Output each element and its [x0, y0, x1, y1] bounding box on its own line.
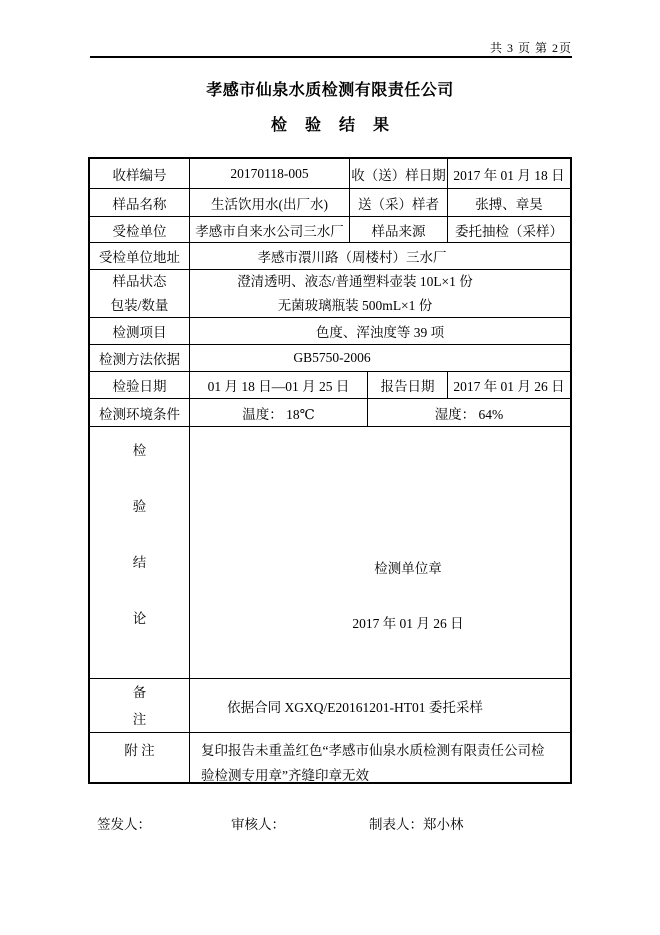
sample-no-label: 收样编号	[112, 167, 167, 183]
conclusion-char-3: 结	[132, 554, 147, 570]
sample-name-label: 样品名称	[112, 196, 167, 212]
inspection-date-label: 检验日期	[112, 379, 167, 394]
test-items-value: 色度、浑浊度等 39 项	[189, 318, 570, 344]
sample-state-label-line2: 包装/数量	[110, 297, 169, 313]
method-basis-label: 检测方法依据	[99, 352, 180, 367]
result-table	[88, 157, 572, 784]
method-basis-text: GB5750-2006	[293, 350, 371, 365]
table-row-inspection-date	[90, 371, 570, 398]
test-items-label: 检测项目	[112, 325, 167, 340]
preparer-name: 郑小林	[423, 817, 464, 832]
receive-date-label: 收（送）样日期	[349, 159, 447, 188]
preparer-label: 制表人：	[369, 817, 423, 832]
inspected-unit-label: 受检单位	[112, 223, 167, 239]
report-date-value: 2017 年 01 月 26 日	[447, 372, 570, 398]
inspection-date-value: 01 月 18 日—01 月 25 日	[189, 372, 367, 398]
inspected-unit-value: 孝感市自来水公司三水厂	[189, 217, 349, 242]
issuer-label: 签发人：	[97, 817, 151, 832]
table-row-environment	[90, 398, 570, 426]
sample-source-label: 样品来源	[349, 217, 447, 242]
sample-state-label	[90, 270, 189, 317]
sample-state-value-line1: 澄清透明、液态/普通塑料壶装 10L×1 份	[237, 273, 473, 289]
unit-address-value	[189, 243, 570, 269]
remark-label	[90, 679, 189, 732]
temperature-value: 温度： 18℃	[189, 399, 367, 426]
note-value: 复印报告未重盖红色“孝感市仙泉水质检测有限责任公司检验检测专用章”齐缝印章无效	[189, 733, 570, 782]
sample-state-value-line2: 无菌玻璃瓶装 500mL×1 份	[277, 297, 433, 313]
signature-row	[97, 813, 464, 833]
report-title: 检验结果	[270, 117, 407, 134]
preparer-field	[369, 813, 464, 833]
header-divider	[90, 56, 572, 58]
sample-state-label-line1: 样品状态	[112, 273, 167, 289]
stamp-placeholder-text: 检测单位章	[374, 561, 442, 576]
table-row-unit-address	[90, 242, 570, 269]
sample-no-value: 20170118-005	[189, 159, 349, 188]
table-row-sample-name	[90, 188, 570, 216]
conclusion-body	[189, 427, 570, 678]
method-basis-value	[189, 345, 570, 371]
sample-state-value	[189, 270, 570, 317]
page-number: 共 3 页 第 2页	[489, 41, 572, 55]
conclusion-char-2: 验	[132, 498, 147, 514]
sampler-label: 送（采）样者	[349, 189, 447, 216]
table-row-note	[90, 732, 570, 782]
unit-address-label: 受检单位地址	[99, 250, 180, 265]
company-name: 孝感市仙泉水质检测有限责任公司	[206, 82, 454, 99]
table-row-remark	[90, 678, 570, 732]
reviewer-label: 审核人：	[231, 817, 285, 832]
note-label: 附 注	[124, 743, 155, 758]
conclusion-char-1: 检	[132, 442, 147, 458]
sample-name-value: 生活饮用水(出厂水)	[189, 189, 349, 216]
humidity-value: 湿度： 64%	[367, 399, 570, 426]
conclusion-date: 2017 年 01 月 26 日	[352, 616, 464, 631]
remark-value	[189, 679, 570, 732]
remark-text: 依据合同 XGXQ/E20161201-HT01 委托采样	[227, 699, 483, 715]
environment-label: 检测环境条件	[99, 406, 180, 422]
unit-address-text: 孝感市澴川路（周楼村）三水厂	[257, 250, 447, 265]
report-date-label: 报告日期	[367, 372, 447, 398]
conclusion-char-4: 论	[132, 610, 147, 626]
conclusion-label	[90, 427, 189, 678]
sample-source-value: 委托抽检（采样）	[447, 217, 570, 242]
table-row-method-basis	[90, 344, 570, 371]
remark-label-line2: 注	[132, 711, 147, 727]
table-row-sample-state	[90, 269, 570, 317]
table-row-inspected-unit	[90, 216, 570, 242]
table-row-conclusion	[90, 426, 570, 678]
receive-date-value: 2017 年 01 月 18 日	[447, 159, 570, 188]
remark-label-line1: 备	[132, 684, 147, 700]
sampler-value: 张搏、章昊	[447, 189, 570, 216]
table-row-sample-no	[90, 159, 570, 188]
table-row-test-items	[90, 317, 570, 344]
